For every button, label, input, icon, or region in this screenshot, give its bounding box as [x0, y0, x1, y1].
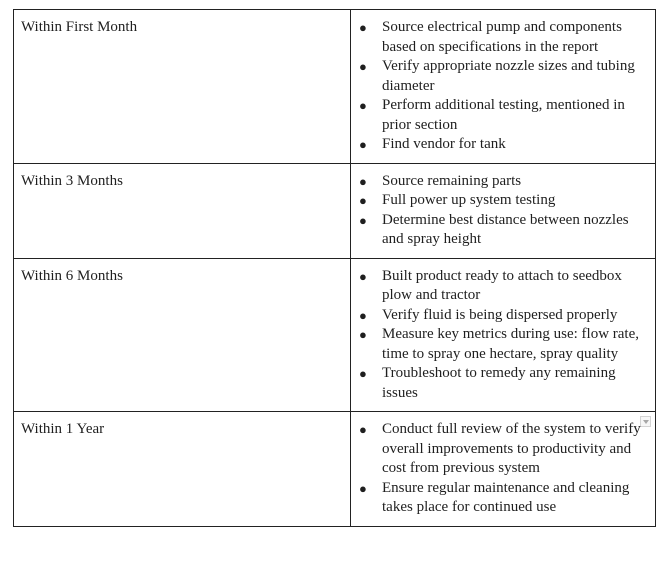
list-item	[359, 325, 643, 364]
task-text: Verify fluid is being dispersed properly	[382, 306, 618, 323]
task-text: Built product ready to attach to seedbox plow and tractor	[382, 267, 622, 303]
task-text: Measure key metrics during use: flow rate, time to spray one hectare, spray quality	[382, 326, 639, 362]
task-list	[359, 172, 643, 250]
bullet-icon: ●	[359, 268, 367, 284]
task-text: Find vendor for tank	[382, 136, 506, 152]
task-text: Troubleshoot to remedy any remaining issues	[382, 365, 616, 401]
bullet-icon: ●	[359, 59, 367, 74]
task-list	[359, 18, 643, 155]
list-item	[359, 172, 643, 192]
bullet-icon: ●	[359, 327, 367, 342]
list-item	[359, 306, 643, 326]
task-text: Conduct full review of the system to verify overall improvements to productivity and cost from previous system	[382, 421, 641, 476]
list-item	[359, 211, 643, 250]
task-list	[359, 267, 643, 404]
list-item	[359, 96, 643, 135]
bullet-icon: ●	[359, 212, 367, 228]
list-item	[359, 135, 643, 155]
tasks-cell[interactable]	[351, 163, 656, 258]
table-row	[14, 258, 656, 412]
task-text: Perform additional testing, mentioned in prior section	[382, 97, 625, 133]
bullet-icon: ●	[359, 173, 367, 189]
task-text: Determine best distance between nozzles and spray height	[382, 211, 629, 247]
task-text: Full power up system testing	[382, 192, 556, 208]
period-cell[interactable]	[14, 10, 351, 164]
bullet-icon: ●	[359, 193, 367, 208]
list-item	[359, 479, 643, 518]
list-item	[359, 364, 643, 403]
list-item	[359, 191, 643, 211]
period-label: Within 6 Months	[21, 267, 123, 284]
list-item	[359, 57, 643, 96]
list-item	[359, 420, 643, 479]
task-text: Source electrical pump and components based on specifications in the report	[382, 19, 622, 55]
task-text: Verify appropriate nozzle sizes and tubing diameter	[382, 58, 635, 94]
task-text: Ensure regular maintenance and cleaning takes place for continued use	[382, 479, 630, 515]
bullet-icon: ●	[359, 98, 367, 113]
period-cell[interactable]	[14, 258, 351, 412]
tasks-cell[interactable]	[351, 258, 656, 412]
period-label: Within 3 Months	[21, 172, 123, 189]
task-text: Source remaining parts	[382, 172, 522, 189]
period-label: Within 1 Year	[21, 421, 105, 437]
list-item	[359, 267, 643, 306]
period-label: Within First Month	[21, 19, 138, 35]
bullet-icon: ●	[359, 137, 367, 152]
bullet-icon: ●	[359, 307, 367, 323]
tasks-cell[interactable]	[351, 10, 656, 164]
bullet-icon: ●	[359, 20, 367, 35]
bullet-icon: ●	[359, 422, 367, 437]
period-cell[interactable]	[14, 412, 351, 527]
bullet-icon: ●	[359, 366, 367, 381]
bullet-icon: ●	[359, 480, 367, 496]
period-cell[interactable]	[14, 163, 351, 258]
table-row	[14, 10, 656, 164]
table-row	[14, 412, 656, 527]
table-row	[14, 163, 656, 258]
task-list	[359, 420, 643, 518]
timeline-table	[13, 9, 656, 527]
list-item	[359, 18, 643, 57]
tasks-cell[interactable]	[351, 412, 656, 527]
